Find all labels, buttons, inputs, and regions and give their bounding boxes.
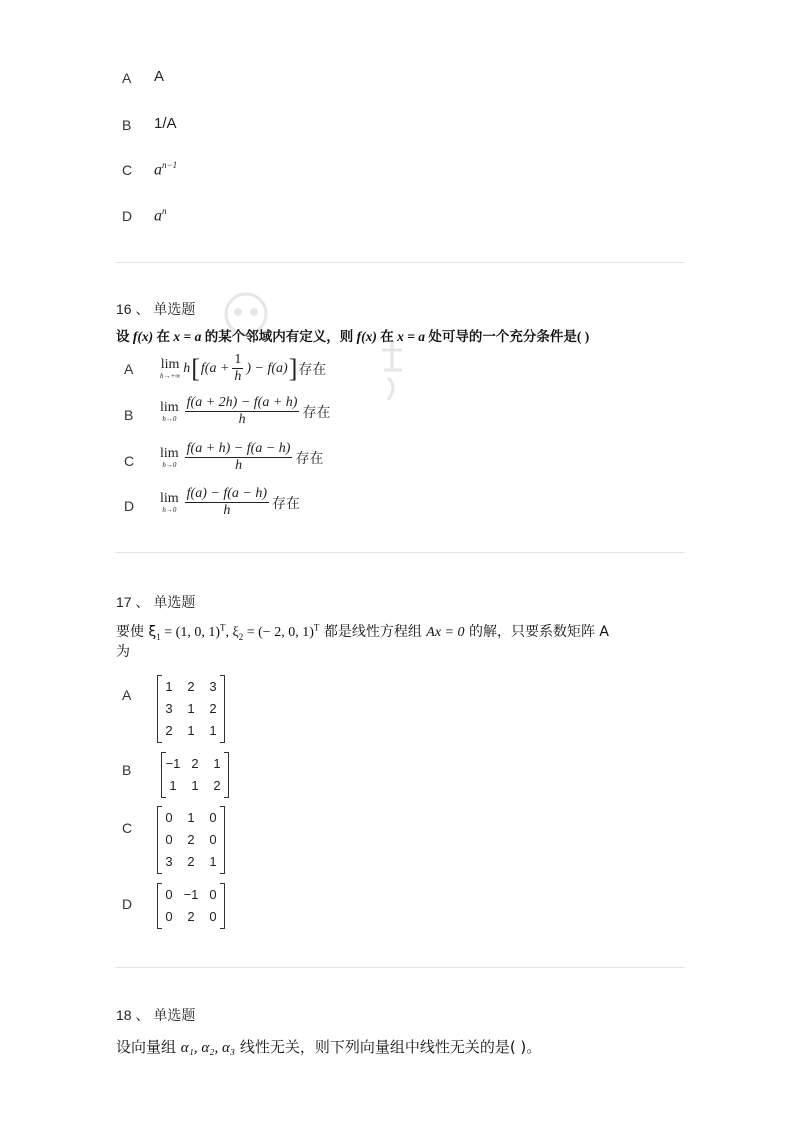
exists-text: 存在 — [272, 495, 300, 512]
lim-operator — [160, 358, 180, 380]
matrix-cell: 2 — [165, 723, 173, 738]
q17-sub: 2 — [238, 631, 244, 642]
divider — [116, 552, 684, 553]
q16-option-a-letter[interactable]: A — [124, 361, 134, 377]
matrix-cell: 0 — [165, 810, 173, 825]
lim-sub: h→0 — [162, 505, 177, 514]
matrix-cell: 0 — [165, 832, 173, 847]
q15-option-d-base: a — [154, 207, 162, 225]
matrix-cell: 1 — [209, 723, 217, 738]
q16-stem-xa2: x = a — [397, 329, 426, 344]
matrix-cell: 2 — [213, 778, 221, 793]
matrix-cell: 1 — [187, 701, 195, 716]
matrix-cell: 0 — [209, 909, 217, 924]
bracket-right: ] — [288, 353, 298, 383]
formula-part: h — [183, 360, 191, 376]
matrix-cell: 2 — [187, 909, 195, 924]
matrix-row — [158, 807, 224, 829]
matrix-cell: 2 — [191, 756, 199, 771]
q15-option-d-letter[interactable]: D — [122, 208, 133, 224]
exists-text: 存在 — [298, 361, 327, 378]
q16-stem-p3: 的某个邻域内有定义，则 — [201, 329, 357, 344]
q17-option-d-matrix[interactable] — [157, 884, 225, 928]
matrix-cell: 2 — [187, 679, 195, 694]
lim-text: lim — [160, 399, 179, 415]
q17-stem-part: = (− 2, 0, 1) — [243, 625, 314, 640]
q16-option-c-letter[interactable]: C — [124, 453, 135, 469]
q17-stem-part: 的解，只要系数矩阵 A — [464, 624, 609, 640]
q16-option-d-formula[interactable] — [160, 486, 300, 519]
matrix-cell: 2 — [187, 832, 195, 847]
bracket-left: [ — [191, 353, 200, 383]
matrix-cell: 1 — [187, 723, 195, 738]
matrix-cell: 3 — [165, 854, 173, 869]
formula-part: ) − f(a) — [246, 360, 288, 376]
q17-sup: T — [220, 622, 226, 633]
q15-option-c-formula[interactable] — [154, 160, 177, 179]
fraction — [185, 441, 293, 474]
lim-operator — [160, 492, 179, 514]
lim-sub: h→0 — [162, 414, 177, 423]
q18-stem-part: 线性无关，则下列向量组中线性无关的是( )。 — [235, 1038, 542, 1056]
frac-den: h — [238, 412, 246, 427]
matrix-cell: −1 — [165, 756, 181, 771]
lim-sub: h→+∞ — [160, 371, 181, 380]
matrix-cell: 1 — [191, 778, 199, 793]
q16-option-b-letter[interactable]: B — [124, 407, 134, 423]
q18-stem-part: 设向量组 — [116, 1038, 181, 1056]
q17-equation: Ax = 0 — [426, 625, 465, 640]
lim-sub: h→0 — [162, 460, 177, 469]
divider — [116, 262, 684, 263]
matrix-cell: −1 — [183, 887, 199, 902]
q17-stem-line2: 为 — [116, 644, 130, 660]
q15-option-b-letter[interactable]: B — [122, 117, 132, 133]
q15-option-d-formula[interactable] — [154, 206, 167, 225]
q16-stem-p1: 设 — [116, 329, 133, 344]
q15-option-c-letter[interactable]: C — [122, 162, 133, 178]
q16-stem-xa: x = a — [173, 329, 202, 344]
q16-stem-p5: 处可导的一个充分条件是( ) — [425, 329, 590, 344]
q17-stem-part: 要使 ξ — [116, 624, 157, 640]
q15-option-a-letter[interactable]: A — [122, 70, 132, 86]
q15-option-a-text[interactable]: A — [154, 68, 165, 85]
q17-stem-part: , ξ — [225, 625, 239, 640]
q16-header: 16 、 单选题 — [116, 301, 196, 317]
q17-option-a-matrix[interactable] — [157, 676, 225, 742]
matrix-cell: 3 — [209, 679, 217, 694]
q18-vectors: α₁, α₂, α₃ — [180, 1040, 236, 1056]
frac-den: h — [234, 369, 242, 384]
q17-stem-line1 — [116, 621, 609, 642]
matrix-cell: 1 — [165, 679, 173, 694]
lim-text: lim — [160, 356, 180, 372]
q17-option-b-matrix[interactable] — [161, 753, 229, 797]
formula-part: f(a + — [200, 360, 230, 376]
q17-stem-part: = (1, 0, 1) — [160, 625, 220, 640]
frac-num: f(a + 2h) − f(a + h) — [186, 395, 298, 410]
matrix-cell: 2 — [209, 701, 217, 716]
q17-header: 17 、 单选题 — [116, 594, 196, 610]
q17-option-c-letter[interactable]: C — [122, 820, 133, 836]
matrix-cell: 3 — [165, 701, 173, 716]
q17-option-c-matrix[interactable] — [157, 807, 225, 873]
matrix-row — [158, 884, 224, 906]
q17-sub: 1 — [156, 631, 161, 642]
matrix-row — [158, 851, 224, 873]
q18-stem — [116, 1036, 541, 1057]
frac-num: f(a + h) − f(a − h) — [186, 441, 291, 456]
matrix-cell: 0 — [209, 887, 217, 902]
q16-option-d-letter[interactable]: D — [124, 498, 135, 514]
q15-option-d-sup: n — [162, 206, 167, 216]
matrix-row — [158, 720, 224, 742]
matrix-cell: 1 — [187, 810, 195, 825]
q15-option-c-sup: n−1 — [162, 160, 178, 170]
q17-option-a-letter[interactable]: A — [122, 687, 132, 703]
q17-option-b-letter[interactable]: B — [122, 762, 132, 778]
matrix-row — [158, 829, 224, 851]
exists-text: 存在 — [295, 450, 324, 467]
watermark-logo — [212, 290, 412, 420]
frac-num: 1 — [234, 352, 242, 367]
q18-header: 18 、 单选题 — [116, 1007, 196, 1023]
frac-den: h — [235, 458, 243, 473]
lim-text: lim — [160, 445, 179, 461]
matrix-cell: 0 — [209, 832, 217, 847]
matrix-cell: 0 — [209, 810, 217, 825]
q16-stem-fx: f(x) — [132, 329, 154, 344]
matrix-cell: 1 — [213, 756, 221, 771]
q16-stem-p2: 在 — [153, 329, 174, 344]
q17-stem-part: 都是线性方程组 — [319, 624, 427, 640]
q15-option-b-text[interactable]: 1/A — [154, 115, 177, 132]
lim-text: lim — [160, 490, 179, 506]
fraction — [185, 486, 269, 519]
frac-num: f(a) − f(a − h) — [186, 486, 267, 501]
q17-sup: T — [313, 622, 320, 633]
q16-option-c-formula[interactable] — [160, 441, 323, 474]
divider — [116, 967, 684, 968]
matrix-row — [162, 775, 228, 797]
matrix-row — [158, 698, 224, 720]
q16-stem-fx2: f(x) — [356, 329, 377, 344]
matrix-cell: 2 — [187, 854, 195, 869]
frac-den: h — [223, 503, 231, 518]
matrix-row — [158, 676, 224, 698]
q15-option-c-base: a — [154, 161, 162, 179]
q17-option-d-letter[interactable]: D — [122, 896, 133, 912]
matrix-cell: 0 — [165, 909, 173, 924]
lim-operator — [160, 447, 179, 469]
matrix-row — [162, 753, 228, 775]
matrix-cell: 0 — [165, 887, 173, 902]
exists-text: 存在 — [302, 404, 331, 421]
matrix-row — [158, 906, 224, 928]
matrix-cell: 1 — [209, 854, 217, 869]
lim-operator — [160, 401, 179, 423]
q16-stem-p4: 在 — [376, 329, 398, 344]
matrix-cell: 1 — [169, 778, 177, 793]
